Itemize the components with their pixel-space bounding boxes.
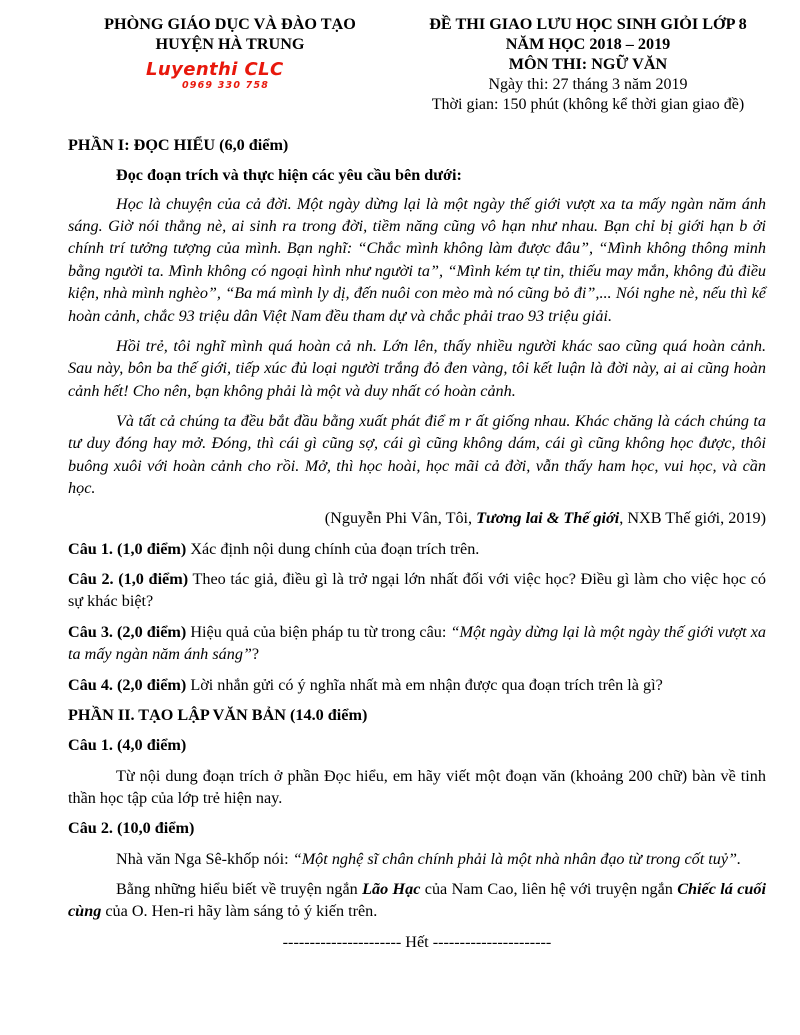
passage-paragraph-1: Học là chuyện của cả đời. Một ngày dừng lại là một ngày thế giới vượt xa ta mấy ngàn năm ánh sáng. Giờ nói thẳng nè, ai sinh ra trong đời, tiềm năng cũng vô hạn như nhau. Bạn chỉ bị giới hạn b ởi chính trí tưởng tượng của mình. Bạn nghĩ: “Chắc mình không làm được đâu”, “Mình không thông minh bằng người ta. Mình không có ngoại hình như người ta”, “Mình kém tự tin, thiếu may mắn, không đủ điều kiện, nhà mình nghèo”, “Ba má mình ly dị, đến nuôi con mèo mà nó cũng bỏ đi”,... Nói nghe nè, nếu thì kể hoàn cảnh, chắc 93 triệu dân Việt Nam đều tham dự và chắc phải trao 93 triệu giải. — [68, 194, 766, 325]
question-4: Câu 4. (2,0 điểm) Lời nhắn gửi có ý nghĩa nhất mà em nhận được qua đoạn trích trên là gì? — [68, 675, 663, 694]
essay-2-prompt: Bằng những hiểu biết về truyện ngắn Lão Hạc của Nam Cao, liên hệ với truyện ngắn Chiếc lá cuối cùng của O. Hen-ri hãy làm sáng tỏ ý kiến trên. — [68, 880, 766, 921]
citation-book-title: Tương lai & Thế giới — [476, 509, 620, 528]
question-1: Câu 1. (1,0 điểm) Xác định nội dung chính của đoạn trích trên. — [68, 539, 480, 558]
work-title-chiec-la: Chiếc lá cuối cùng — [68, 880, 766, 921]
question-3: Câu 3. (2,0 điểm) Hiệu quả của biện pháp tu từ trong câu: “Một ngày dừng lại là một ngày thế giới vượt xa ta mấy ngàn năm ánh sáng”? — [68, 622, 766, 664]
essay-2-label: Câu 2. (10,0 điểm) — [68, 819, 195, 838]
passage-citation: (Nguyễn Phi Vân, Tôi, Tương lai & Thế giới, NXB Thế giới, 2019) — [324, 509, 766, 528]
exam-duration: Thời gian: 150 phút (không kể thời gian giao đề) — [431, 96, 745, 113]
exam-title: ĐỀ THI GIAO LƯU HỌC SINH GIỎI LỚP 8 — [429, 15, 747, 33]
part1-heading: PHẦN I: ĐỌC HIỂU (6,0 điểm) — [68, 136, 289, 154]
question-3-label: Câu 3. (2,0 điểm) — [68, 622, 187, 641]
department-name: PHÒNG GIÁO DỤC VÀ ĐÀO TẠO — [104, 15, 356, 33]
end-marker: ---------------------- Hết ---------------------- — [282, 932, 552, 951]
question-1-label: Câu 1. (1,0 điểm) — [68, 539, 187, 558]
logo-brand-text: Luyenthi CLC — [146, 59, 284, 80]
chekhov-quote: “Một nghệ sĩ chân chính phải là một nhà nhân đạo từ trong cốt tuỷ”. — [292, 849, 742, 868]
essay-1-prompt: Từ nội dung đoạn trích ở phần Đọc hiểu, em hãy viết một đoạn văn (khoảng 200 chữ) bàn về tinh thần học tập của lớp trẻ hiện nay. — [68, 766, 766, 807]
essay-2-quote-line: Nhà văn Nga Sê-khốp nói: “Một nghệ sĩ chân chính phải là một nhà nhân đạo từ trong cốt tuỷ”. — [116, 849, 742, 868]
exam-header — [0, 14, 800, 124]
subject-line: MÔN THI: NGỮ VĂN — [508, 55, 668, 73]
watermark-logo — [146, 60, 306, 91]
part2-heading: PHẦN II. TẠO LẬP VĂN BẢN (14.0 điểm) — [68, 705, 368, 724]
passage-paragraph-2: Hồi trẻ, tôi nghĩ mình quá hoàn cả nh. Lớn lên, thấy nhiều người khác sao cũng quá hoàn cảnh. Sau này, bôn ba thế giới, tiếp xúc đủ loại người trắng đỏ đen vàng, tôi kết luận là đời này, ai ai cũng hoàn cảnh hết! Cho nên, bạn không phải là một và duy nhất có hoàn cảnh. — [68, 336, 766, 400]
district-name: HUYỆN HÀ TRUNG — [155, 35, 305, 53]
question-2-label: Câu 2. (1,0 điểm) — [68, 570, 189, 589]
passage-paragraph-3: Và tất cả chúng ta đều bắt đầu bằng xuất phát điể m r ất giống nhau. Khác chăng là cách chúng ta tư duy đóng hay mở. Đóng, thì cái gì cũng sợ, cái gì cũng không dám, cái gì cũng không học được, thôi buông xuôi với hoàn cảnh cho rồi. Mở, thì học hoài, học mãi cả đời, vẫn thấy ham học, vui học, và cần học. — [68, 411, 766, 498]
question-4-label: Câu 4. (2,0 điểm) — [68, 675, 187, 694]
exam-date: Ngày thi: 27 tháng 3 năm 2019 — [488, 76, 688, 93]
question-3-quote: “Một ngày dừng lại là một ngày thế giới vượt xa ta mấy ngàn năm ánh sáng” — [68, 622, 766, 664]
exam-content — [68, 134, 766, 953]
part1-instruction: Đọc đoạn trích và thực hiện các yêu cầu bên dưới: — [116, 166, 462, 185]
question-2: Câu 2. (1,0 điểm) Theo tác giả, điều gì là trở ngại lớn nhất đối với việc học? Điều gì làm cho việc học có sự khác biệt? — [68, 570, 766, 611]
school-year: NĂM HỌC 2018 – 2019 — [505, 35, 671, 53]
logo-phone-text: 0969 330 758 — [182, 80, 270, 91]
essay-1-label: Câu 1. (4,0 điểm) — [68, 736, 187, 755]
work-title-lao-hac: Lão Hạc — [362, 880, 421, 899]
